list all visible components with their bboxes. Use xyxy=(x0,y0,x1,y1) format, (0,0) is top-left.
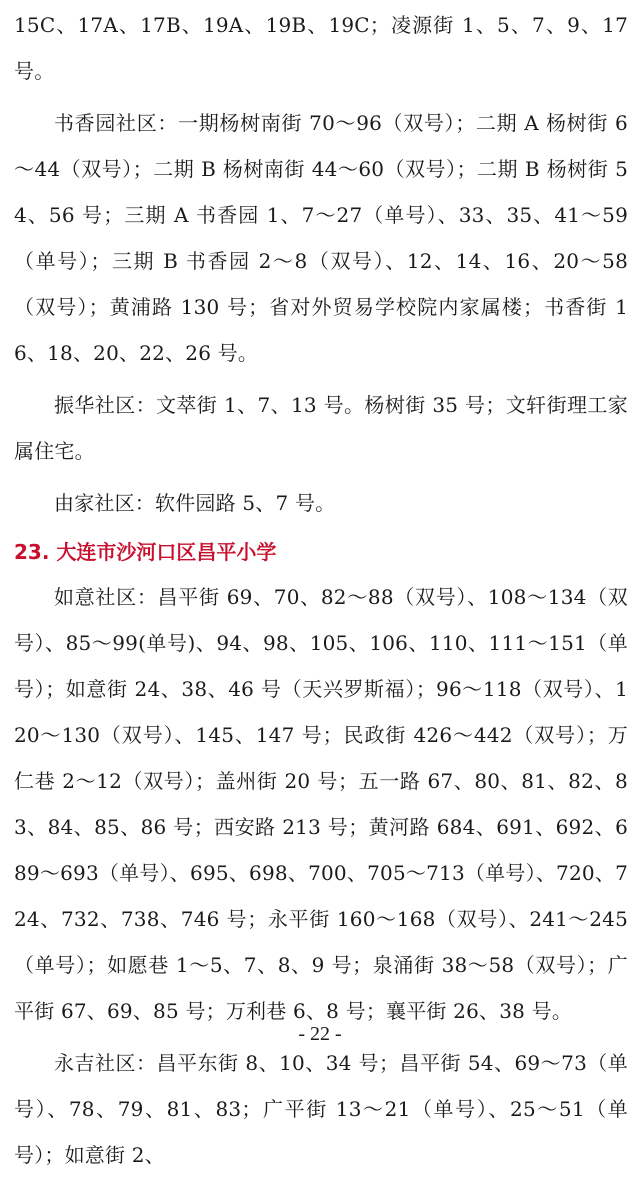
paragraph-youjia-community: 由家社区：软件园路 5、7 号。 xyxy=(54,491,336,515)
section-heading-changping-school: 23. 大连市沙河口区昌平小学 xyxy=(14,540,277,564)
paragraph-continuation: 15C、17A、17B、19A、19B、19C；凌源街 1、5、7、9、17 号。 xyxy=(14,13,628,83)
paragraph-zhenhua-community: 振华社区：文萃街 1、7、13 号。杨树街 35 号；文轩街理工家属住宅。 xyxy=(14,393,628,463)
paragraph-ruyi-community: 如意社区：昌平街 69、70、82～88（双号）、108～134（双号）、85～99(单号)、94、98、105、106、110、111～151（单号）；如意街 24、38、46 号（天兴罗斯福）；96～118（双号）、120～130（双号）、145、147 号；民政街 426～442（双号）；万仁巷 2～12（双号）；盖州街 20 号；五一路 67、80、81、82、83、84、85、86 号；西安路 213 号；黄河路 684、691、692、689～693（单号）、695、698、700、705～713（单号）、720、724、732、738、746 号；永平街 160～168（双号）、241～245（单号）；如愿巷 1～5、7、8、9 号；泉涌街 38～58（双号）；广平街 67、69、85 号；万利巷 6、8 号；襄平街 26、38 号。 xyxy=(14,585,628,1023)
page-number: - 22 - xyxy=(298,1023,342,1045)
paragraph-yongji-community: 永吉社区：昌平东街 8、10、34 号；昌平街 54、69～73（单号）、78、79、81、83；广平街 13～21（单号）、25～51（单号）；如意街 2、 xyxy=(14,1051,628,1167)
paragraph-shuxiangyuan-community: 书香园社区：一期杨树南街 70～96（双号）；二期 A 杨树街 6～44（双号）；二期 B 杨树南街 44～60（双号）；二期 B 杨树街 54、56 号；三期 A 书香园 1、7～27（单号）、33、35、41～59（单号）；三期 B 书香园 2～8（双号）、12、14、16、20～58（双号）；黄浦路 130 号；省对外贸易学校院内家属楼；书香街 16、18、20、22、26 号。 xyxy=(14,111,628,365)
